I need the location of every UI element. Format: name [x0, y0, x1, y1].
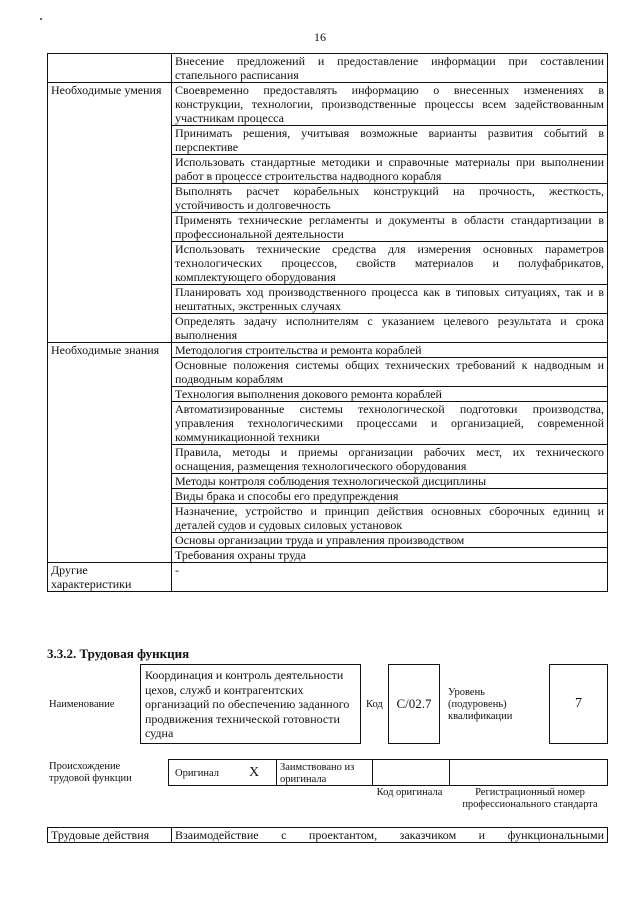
code-original-caption: Код оригинала — [376, 787, 443, 798]
name-label: Наименование — [49, 699, 115, 710]
skill-item: Применять технические регламенты и документы в области стандартизации в профессиональной деятельности — [172, 213, 608, 242]
reg-number-caption: Регистрационный номер профессионального стандарта — [462, 787, 598, 810]
code-original-cell — [372, 760, 450, 785]
empty-label-cell — [48, 54, 172, 83]
knowledge-item: Основные положения системы общих технических требований к надводным и подводным кораблям — [172, 358, 608, 387]
knowledge-item: Требования охраны труда — [172, 548, 608, 563]
knowledge-item: Методы контроля соблюдения технологической дисциплины — [172, 474, 608, 489]
skills-label: Необходимые умения — [48, 83, 172, 343]
knowledge-label: Необходимые знания — [48, 343, 172, 563]
skill-item: Планировать ход производственного процесса как в типовых ситуациях, так и в нештатных, экстренных случаях — [172, 285, 608, 314]
skill-item: Своевременно предоставлять информацию о внесенных изменениях в конструкции, технологии, производственные процессы всем задействованным участникам процесса — [172, 83, 608, 126]
action-item: Взаимодействие с проектантом, заказчиком и функциональными — [172, 828, 608, 843]
knowledge-item: Технология выполнения докового ремонта кораблей — [172, 387, 608, 402]
knowledge-item: Основы организации труда и управления производством — [172, 533, 608, 548]
knowledge-item: Правила, методы и приемы организации рабочих мест, их технического оснащения, размещения технологического оборудования — [172, 445, 608, 474]
level-box: 7 — [549, 664, 608, 744]
other-value: - — [172, 563, 608, 592]
function-code-box: С/02.7 — [388, 664, 440, 744]
borrowed-label: Заимствовано из оригинала — [280, 762, 355, 785]
skill-item: Использовать технические средства для измерения основных параметров технологических процессов, свойств материалов и полуфабрикатов, комплектующего оборудования — [172, 242, 608, 285]
knowledge-item: Виды брака и способы его предупреждения — [172, 489, 608, 504]
code-label: Код — [366, 699, 383, 710]
other-label: Другие характеристики — [48, 563, 172, 592]
borrowed-cell — [276, 760, 373, 785]
original-label: Оригинал — [175, 768, 219, 779]
page-number: 16 — [314, 30, 326, 44]
scan-dot — [40, 18, 42, 20]
original-mark: Х — [249, 765, 260, 780]
table-row — [48, 343, 608, 358]
skill-item: Определять задачу исполнителям с указанием целевого результата и срока выполнения — [172, 314, 608, 343]
continuation-cell: Внесение предложений и предоставление информации при составлении стапельного расписания — [172, 54, 608, 83]
original-cell — [169, 760, 277, 785]
function-name-box: Координация и контроль деятельности цехов, служб и контрагентских организаций по обеспечению заданного продвижения технической готовности судна — [140, 664, 361, 744]
knowledge-item: Назначение, устройство и принцип действия основных сборочных единиц и деталей судов и судовых силовых установок — [172, 504, 608, 533]
table-row — [48, 828, 608, 843]
origin-table — [168, 759, 608, 786]
section-title: 3.3.2. Трудовая функция — [47, 646, 190, 661]
origin-label: Происхождение трудовой функции — [49, 761, 132, 784]
skills-knowledge-table — [47, 53, 608, 592]
skill-item: Использовать стандартные методики и справочные материалы при выполнении работ в процессе строительства надводного корабля — [172, 155, 608, 184]
table-row — [48, 563, 608, 592]
skill-item: Принимать решения, учитывая возможные варианты развития событий в перспективе — [172, 126, 608, 155]
actions-label: Трудовые действия — [48, 828, 172, 843]
knowledge-item: Методология строительства и ремонта кораблей — [172, 343, 608, 358]
actions-table — [47, 827, 608, 843]
knowledge-item: Автоматизированные системы технологической подготовки производства, управления технологическими процессами и организацией, современной коммуникационной техники — [172, 402, 608, 445]
skill-item: Выполнять расчет корабельных конструкций на прочность, жесткость, устойчивость и долговечность — [172, 184, 608, 213]
table-row — [48, 54, 608, 83]
level-label: Уровень (подуровень) квалификации — [448, 687, 513, 722]
table-row — [48, 83, 608, 126]
